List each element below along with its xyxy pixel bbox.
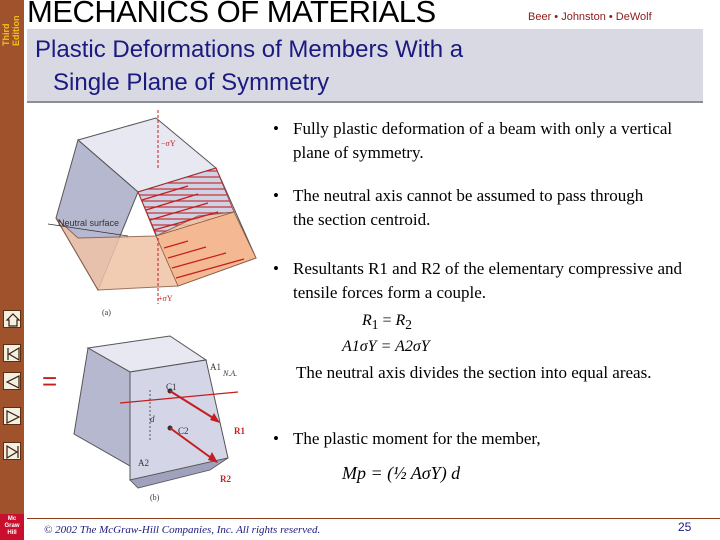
logo-line2: Graw — [4, 523, 20, 529]
last-slide-button[interactable] — [3, 442, 21, 460]
c2-label: C2 — [178, 426, 189, 436]
footer-rule — [27, 518, 720, 519]
next-icon — [4, 408, 22, 426]
previous-icon — [4, 373, 22, 391]
edition-line2: Edition — [11, 15, 21, 46]
formula-r1-r2 — [362, 312, 412, 333]
book-title: MECHANICS OF MATERIALS — [27, 0, 436, 29]
previous-slide-button[interactable] — [3, 372, 21, 390]
formula-r1-sub: 1 — [371, 317, 379, 333]
figure-b — [74, 336, 238, 488]
equals-sign: = — [42, 366, 58, 396]
copyright: © 2002 The McGraw-Hill Companies, Inc. All rights reserved. — [44, 524, 321, 536]
bullet-1-text: Fully plastic deformation of a beam with only a vertical plane of symmetry. — [293, 119, 673, 162]
bullet-1 — [273, 117, 693, 165]
part-a-label: (a) — [102, 308, 111, 317]
bullet-dot: • — [273, 429, 279, 448]
logo-line3: Hill — [7, 530, 17, 536]
home-icon — [4, 311, 22, 329]
bullet-dot: • — [273, 186, 279, 205]
bullet-2 — [273, 184, 663, 232]
logo-line1: Mc — [7, 516, 17, 522]
r2-label: R2 — [220, 474, 231, 484]
formula-area-balance: A1σY = A2σY — [342, 338, 430, 355]
home-button[interactable] — [3, 310, 21, 328]
sigma-y-top-label: −σY — [161, 139, 176, 148]
last-icon — [4, 443, 22, 461]
formula-r2: R — [395, 312, 406, 329]
authors: Beer • Johnston • DeWolf — [528, 11, 652, 23]
figure-a — [48, 110, 256, 304]
bullet-dot: • — [273, 259, 279, 278]
a2-label: A2 — [138, 458, 149, 468]
page-number: 25 — [678, 520, 692, 534]
first-icon — [4, 345, 22, 363]
sigma-y-bottom-label: +σY — [158, 294, 173, 303]
formula-equals: = — [382, 312, 392, 329]
formula-plastic-moment: Mp = (½ AσY) d — [342, 463, 461, 483]
beam-figure — [38, 108, 270, 510]
na-label: N.A. — [223, 369, 238, 378]
slide-title-line2: Single Plane of Symmetry — [53, 69, 330, 96]
r1-label: R1 — [234, 426, 245, 436]
neutral-axis-note: The neutral axis divides the section into equal areas. — [296, 363, 652, 382]
bullet-dot: • — [273, 119, 279, 138]
d-label: d — [150, 414, 155, 424]
a1-label: A1 — [210, 362, 221, 372]
edition-label — [0, 0, 24, 48]
bullet-3-text: Resultants R1 and R2 of the elementary compressive and tensile forces form a couple. — [293, 259, 683, 302]
neutral-surface-label: Neutral surface — [58, 218, 120, 228]
bullet-2-text: The neutral axis cannot be assumed to pass through the section centroid. — [293, 186, 644, 229]
bullet-3 — [273, 257, 693, 305]
first-slide-button[interactable] — [3, 344, 21, 362]
bullet-4-text: The plastic moment for the member, — [293, 429, 541, 448]
mcgraw-hill-logo — [0, 514, 24, 540]
formula-r1: R — [362, 312, 372, 329]
bullet-4 — [273, 427, 693, 451]
part-b-label: (b) — [150, 493, 160, 502]
left-sidebar — [0, 0, 24, 540]
formula-r2-sub: 2 — [405, 317, 412, 333]
slide-title-band — [27, 29, 703, 103]
next-slide-button[interactable] — [3, 407, 21, 425]
c1-label: C1 — [166, 382, 177, 392]
slide-title-line1: Plastic Deformations of Members With a — [35, 36, 464, 63]
edition-line1: Third — [1, 23, 11, 46]
